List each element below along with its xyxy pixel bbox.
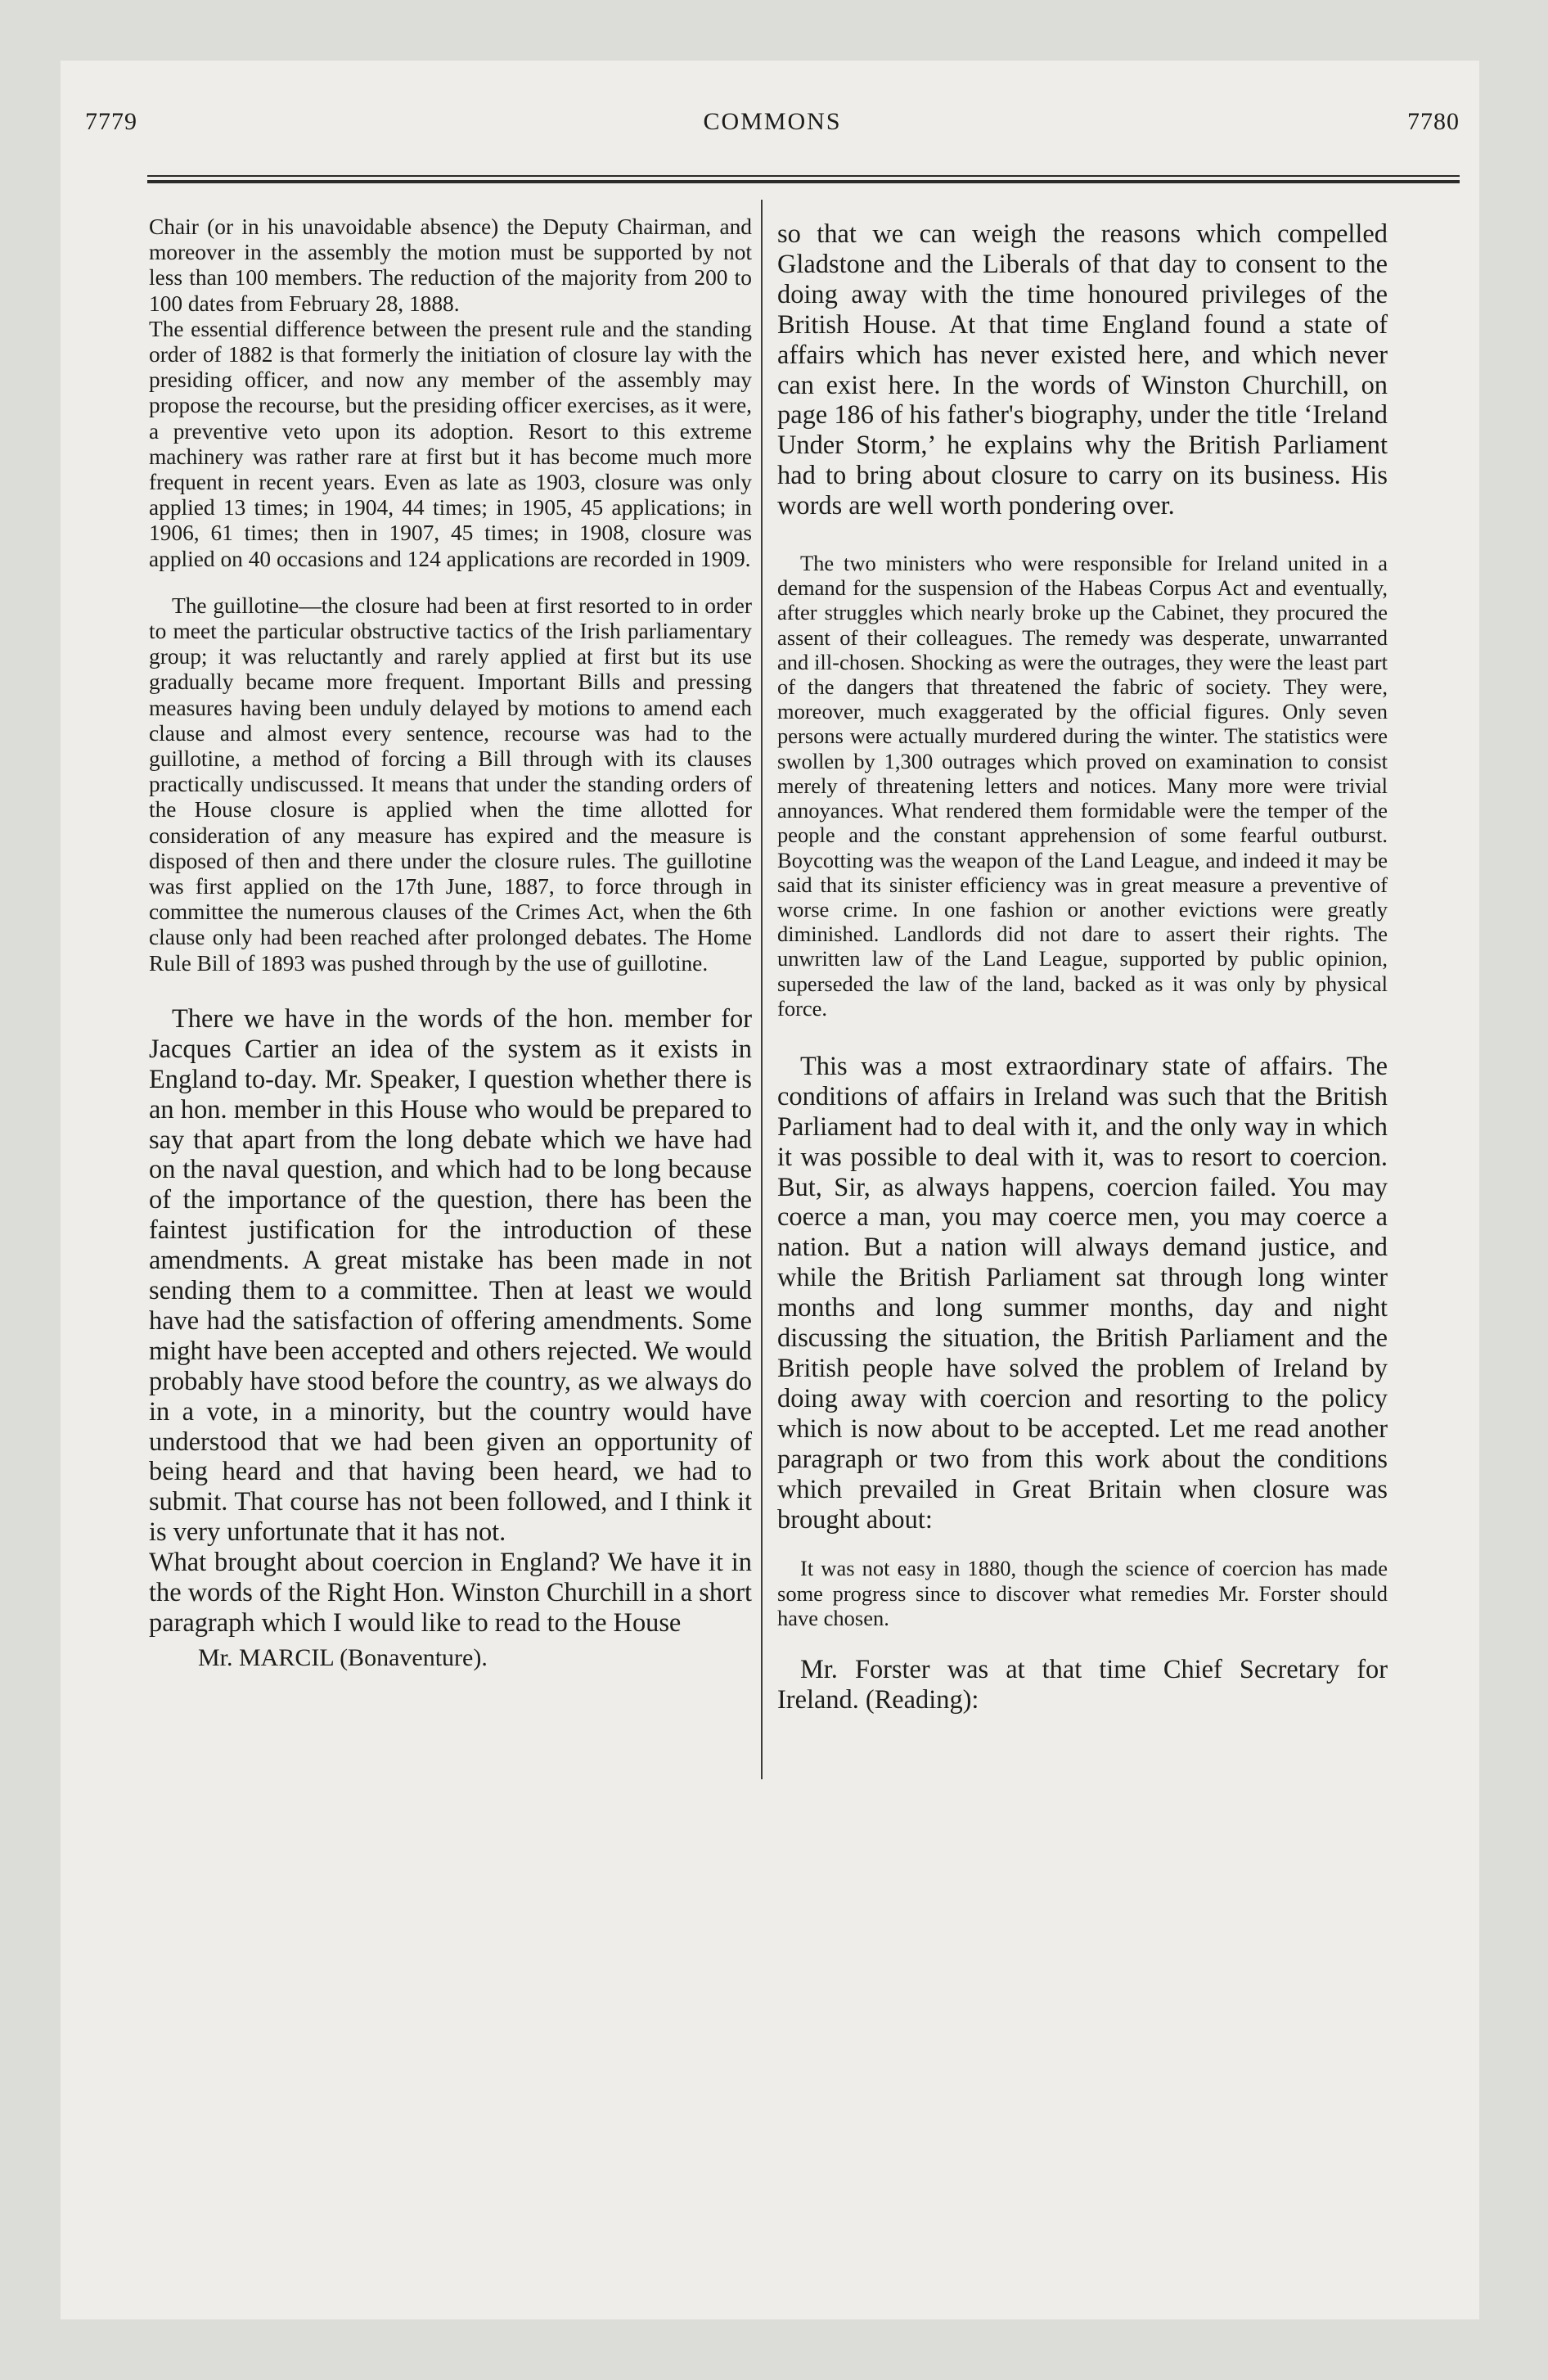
page-number-right: 7780 <box>1407 108 1460 135</box>
page-header <box>85 108 1460 141</box>
quoted-paragraph: The two ministers who were responsible for Ireland united in a demand for the suspension of the Habeas Corpus Act and eventually, after struggles which nearly broke up the Cabinet, they procured the assent of their colleagues. The remedy was desperate, unwarranted and ill-chosen. Shocking as were the outrages, they were the least part of the dangers that threatened the fabric of society. They were, moreover, much exaggerated by the official figures. Only seven persons were actually murdered during the winter. The statistics were swollen by 1,300 outrages which proved on examination to consist merely of threatening letters and notices. Many more were trivial annoyances. What rendered them formidable were the temper of the people and the constant apprehension of some fearful outburst. Boycotting was the weapon of the Land League, and indeed it may be said that its sinister efficiency was in great measure a preventive of worse crime. In one fashion or another evictions were greatly diminished. Landlords did not dare to assert their rights. The unwritten law of the Land League, supported by public opinion, superseded the law of the land, backed as it was only by physical force. <box>777 551 1388 1021</box>
right-column <box>777 219 1388 1715</box>
page-title: COMMONS <box>703 108 842 135</box>
paragraph: This was a most extraordinary state of affairs. The conditions of affairs in Ireland was such that the British Parliament had to deal with it, and the only way in which it was possible to deal with it, was to resort to coercion. But, Sir, as always happens, coercion failed. You may coerce a man, you may coerce men, you may coerce a nation. But a nation will always demand justice, and while the British Parliament sat through long winter months and long summer months, day and night discussing the situation, the British Parliament and the British people have solved the problem of Ireland by doing away with coercion and resorting to the policy which is now about to be accepted. Let me read another paragraph or two from this work about the conditions which prevailed in Great Britain when closure was brought about: <box>777 1051 1388 1535</box>
header-rule-thin <box>147 175 1460 177</box>
speaker-signature: Mr. MARCIL (Bonaventure). <box>198 1643 488 1671</box>
paragraph: Chair (or in his unavoidable absence) the Deputy Chairman, and moreover in the assembly the motion must be supported by not less than 100 members. The reduction of the majority from 200 to 100 dates from February 28, 1888. <box>149 214 752 316</box>
page-number-left: 7779 <box>85 108 137 135</box>
quoted-paragraph: It was not easy in 1880, though the science of coercion has made some progress since to discover what remedies Mr. Forster should have chosen. <box>777 1556 1388 1630</box>
column-divider <box>761 200 763 1779</box>
left-column <box>149 214 752 1673</box>
paragraph: The guillotine—the closure had been at first resorted to in order to meet the particular obstructive tactics of the Irish parliamentary group; it was reluctantly and rarely applied at first but its use gradually became more frequent. Important Bills and pressing measures having been unduly delayed by motions to amend each clause and almost every sentence, recourse was had to the guillotine, a method of forcing a Bill through with its clauses practically undiscussed. It means that under the standing orders of the House closure is applied when the time allotted for consideration of any measure has expired and the measure is disposed of then and there under the closure rules. The guillotine was first applied on the 17th June, 1887, to force through in committee the numerous clauses of the Crimes Act, when the 6th clause only had been reached after prolonged debates. The Home Rule Bill of 1893 was pushed through by the use of guillotine. <box>149 593 752 976</box>
paragraph: The essential difference between the present rule and the standing order of 1882 is that formerly the initiation of closure lay with the presiding officer, and now any member of the assembly may propose the recourse, but the presiding officer exercises, as it were, a preventive veto upon its adoption. Resort to this extreme machinery was rather rare at first but it has become much more frequent in recent years. Even as late as 1903, closure was only applied 13 times; in 1904, 44 times; in 1905, 45 applications; in 1906, 61 times; then in 1907, 45 times; in 1908, closure was applied on 40 occasions and 124 applications are recorded in 1909. <box>149 316 752 571</box>
paragraph: What brought about coercion in England? We have it in the words of the Right Hon. Winston Churchill in a short paragraph which I would like to read to the House <box>149 1548 752 1639</box>
paragraph: so that we can weigh the reasons which compelled Gladstone and the Liberals of that day to consent to the doing away with the time honoured privileges of the British House. At that time England found a state of affairs which has never existed here, and which never can exist here. In the words of Winston Churchill, on page 186 of his father's biography, under the title ‘Ireland Under Storm,’ he explains why the British Parliament had to bring about closure to carry on its business. His words are well worth pondering over. <box>777 219 1388 521</box>
header-rule-thick <box>147 180 1460 183</box>
paragraph: There we have in the words of the hon. member for Jacques Cartier an idea of the system as it exists in England to-day. Mr. Speaker, I question whether there is an hon. member in this House who would be prepared to say that apart from the long debate which we have had on the naval question, and which had to be long because of the importance of the question, there has been the faintest justification for the introduction of these amendments. A great mistake has been made in not sending them to a committee. Then at least we would have had the satisfaction of offering amendments. Some might have been accepted and others rejected. We would probably have stood before the country, as we always do in a vote, in a minority, but the country would have understood that we had been given an opportunity of being heard and that having been heard, we had to submit. That course has not been followed, and I think it is very unfortunate that it has not. <box>149 1003 752 1548</box>
paragraph: Mr. Forster was at that time Chief Secretary for Ireland. (Reading): <box>777 1655 1388 1715</box>
